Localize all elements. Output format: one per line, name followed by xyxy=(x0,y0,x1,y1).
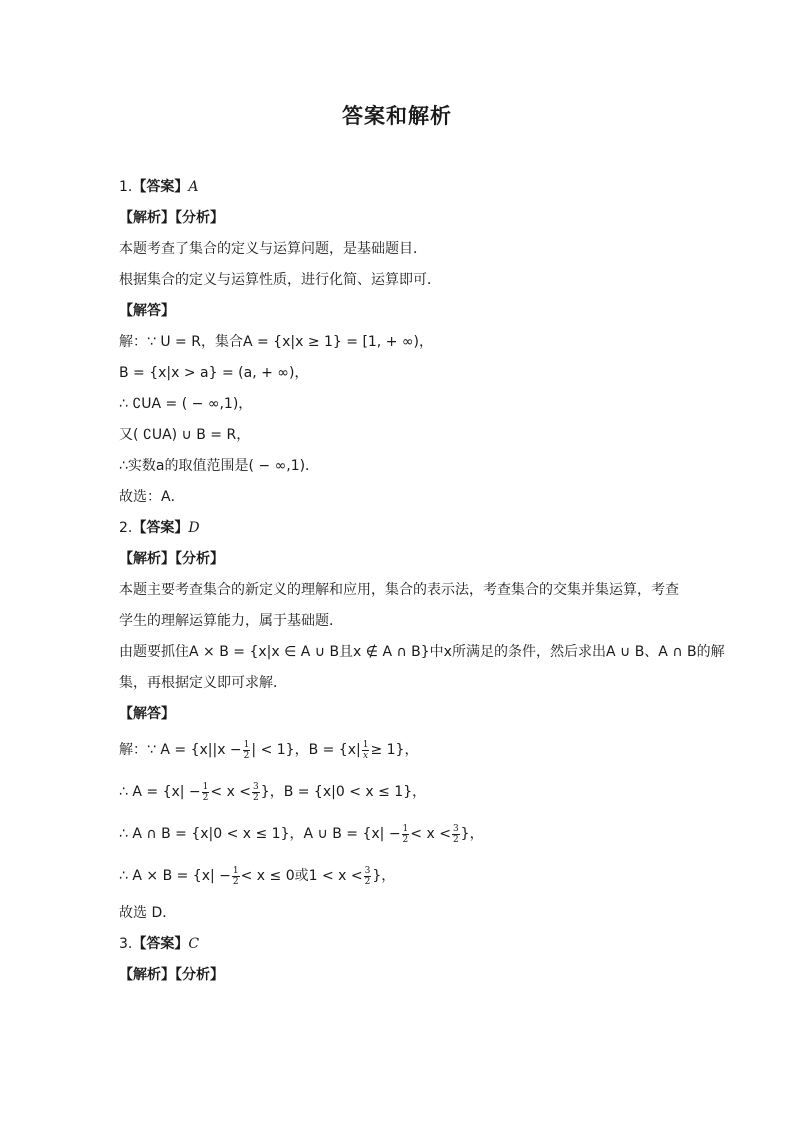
fraction-denominator: x xyxy=(363,750,369,761)
q1-solution-line-4: 又( ∁UA) ∪ B = R， xyxy=(119,426,251,443)
q2-s2-part-a: ∴ A = {x| − xyxy=(119,784,201,800)
q2-s3-part-a: ∴ A ∩ B = {x|0 < x ≤ 1}，A ∪ B = {x| − xyxy=(119,826,401,842)
q1-solution-line-2: B = {x|x > a} = (a, + ∞)， xyxy=(119,364,309,381)
fraction-one-half xyxy=(243,740,251,761)
q2-s1-part-a: 解：∵ A = {x||x − xyxy=(119,742,242,758)
fraction-denominator: 2 xyxy=(243,750,250,761)
q2-s1-part-b: | < 1}，B = {x| xyxy=(251,742,361,758)
fraction-denominator: 2 xyxy=(402,834,409,845)
q2-solution-line-5: 故选 D． xyxy=(119,904,177,921)
fraction-numerator: 3 xyxy=(452,823,459,834)
q2-analysis-line-4: 集，再根据定义即可求解． xyxy=(119,674,287,691)
fraction-numerator: 1 xyxy=(243,739,250,750)
q1-answer-tag: 【答案】 xyxy=(132,178,189,195)
q2-s3-part-b: < x < xyxy=(410,826,451,842)
fraction-numerator: 1 xyxy=(362,739,369,750)
fraction-denominator: 2 xyxy=(364,876,371,887)
q2-s2-part-c: }，B = {x|0 < x ≤ 1}， xyxy=(260,784,427,800)
page-title: 答案和解析 xyxy=(342,104,452,128)
q2-answer-line xyxy=(119,512,679,543)
q2-answer-tag: 【答案】 xyxy=(132,519,189,536)
fraction-denominator: 2 xyxy=(202,792,209,803)
q2-s4-part-a: ∴ A × B = {x| − xyxy=(119,868,231,884)
q3-analysis-tag: 【解析】【分析】 xyxy=(119,966,224,983)
q2-analysis-line-2: 学生的理解运算能力，属于基础题． xyxy=(119,612,343,629)
q3-answer-tag: 【答案】 xyxy=(132,935,189,952)
q1-solution-line-3: ∴ ∁UA = ( − ∞,1)， xyxy=(119,395,253,412)
fraction-numerator: 3 xyxy=(364,865,371,876)
q3-answer-line xyxy=(119,928,679,959)
q3-answer: C xyxy=(188,935,200,952)
q2-s4-part-b: < x ≤ 0或1 < x < xyxy=(240,868,363,884)
fraction-one-half xyxy=(232,866,240,887)
fraction-three-halves xyxy=(364,866,372,887)
q1-number: 1. xyxy=(119,178,133,195)
fraction-numerator: 3 xyxy=(253,781,259,792)
fraction-three-halves xyxy=(252,782,260,803)
answer-content xyxy=(119,171,725,990)
fraction-numerator: 1 xyxy=(402,823,409,834)
q1-analysis-tag: 【解析】【分析】 xyxy=(119,209,224,226)
q2-analysis-line-1: 本题主要考查集合的新定义的理解和应用，集合的表示法，考查集合的交集并集运算，考查 xyxy=(119,581,679,598)
q2-solution-tag: 【解答】 xyxy=(119,705,175,722)
q2-number: 2. xyxy=(119,519,133,536)
q1-solution-line-1: 解：∵ U = R，集合A = {x|x ≥ 1} = [1, + ∞)， xyxy=(119,333,434,350)
fraction-one-over-x xyxy=(362,740,370,761)
fraction-one-half xyxy=(402,824,410,845)
q2-analysis-tag: 【解析】【分析】 xyxy=(119,550,224,567)
fraction-one-half xyxy=(202,782,210,803)
q1-solution-line-6: 故选：A． xyxy=(119,488,185,505)
q3-number: 3. xyxy=(119,935,133,952)
fraction-numerator: 1 xyxy=(232,865,239,876)
fraction-denominator: 2 xyxy=(232,876,239,887)
q2-solution-line-1 xyxy=(119,729,679,771)
fraction-numerator: 1 xyxy=(202,781,209,792)
q2-s1-part-c: ≥ 1}， xyxy=(370,742,419,758)
fraction-three-halves xyxy=(452,824,460,845)
q2-s2-part-b: < x < xyxy=(210,784,252,800)
q2-solution-line-2 xyxy=(119,771,679,813)
q1-answer: A xyxy=(188,178,199,195)
q2-solution-line-3 xyxy=(119,813,679,855)
fraction-denominator: 2 xyxy=(452,834,459,845)
q2-answer: D xyxy=(188,519,200,536)
q1-analysis-line-2: 根据集合的定义与运算性质，进行化简、运算即可． xyxy=(119,271,441,288)
q2-s4-part-c: }， xyxy=(372,868,396,884)
q1-analysis-line-1: 本题考查了集合的定义与运算问题，是基础题目． xyxy=(119,240,427,257)
q2-analysis-line-3: 由题要抓住A × B = {x|x ∈ A ∪ B且x ∉ A ∩ B}中x所满足的条件，然后求出A ∪ B、A ∩ B的解 xyxy=(119,643,725,660)
q2-s3-part-c: }， xyxy=(460,826,484,842)
fraction-denominator: 2 xyxy=(253,792,259,803)
q1-solution-tag: 【解答】 xyxy=(119,302,175,319)
q1-answer-line xyxy=(119,171,679,202)
q2-solution-line-4 xyxy=(119,855,679,897)
q1-solution-line-5: ∴实数a的取值范围是( − ∞,1)． xyxy=(119,457,320,474)
